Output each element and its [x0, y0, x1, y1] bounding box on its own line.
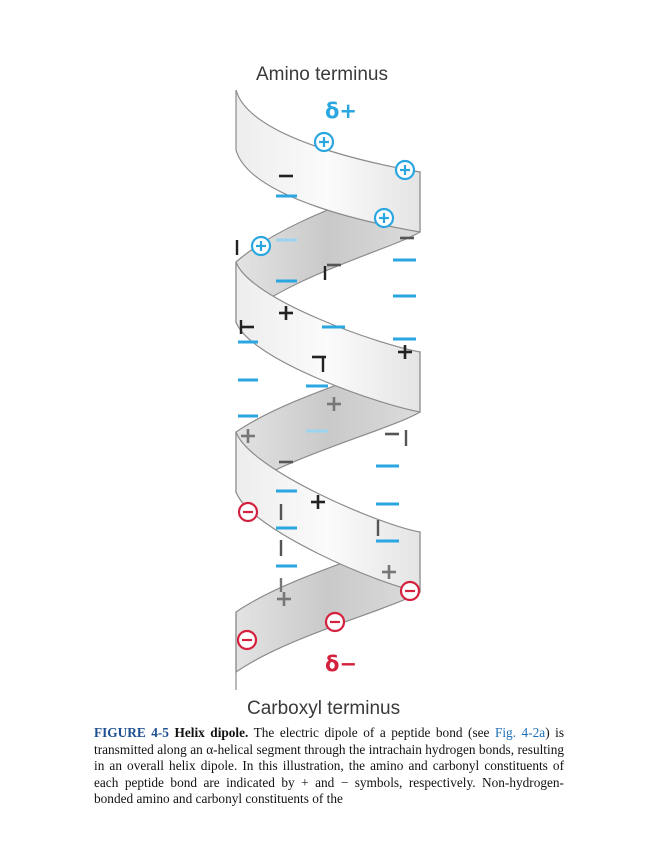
carboxyl-terminus-label: Carboxyl terminus — [247, 698, 401, 719]
delta-minus-label: δ− — [325, 652, 358, 676]
figure-caption — [94, 725, 564, 808]
figure-reference-link[interactable]: Fig. 4-2a — [494, 725, 546, 740]
caption-text-part-2: ) is transmitted along an α-helical segment through the intrachain hydrogen bonds, resulting in an overall helix dipole. In this illustration, the amino and carbonyl constituents of each peptide bond are indicated by + and − symbols, respectively. Non-hydrogen-bonded amino and carbonyl constituents of the — [94, 725, 565, 806]
amino-terminus-label: Amino terminus — [256, 64, 388, 85]
delta-plus-label: δ+ — [325, 99, 358, 123]
caption-title: Helix dipole. — [174, 725, 249, 740]
caption-text-part-1: The electric dipole of a peptide bond (see — [248, 725, 495, 740]
caption-figure-number: FIGURE 4-5 — [94, 725, 169, 740]
